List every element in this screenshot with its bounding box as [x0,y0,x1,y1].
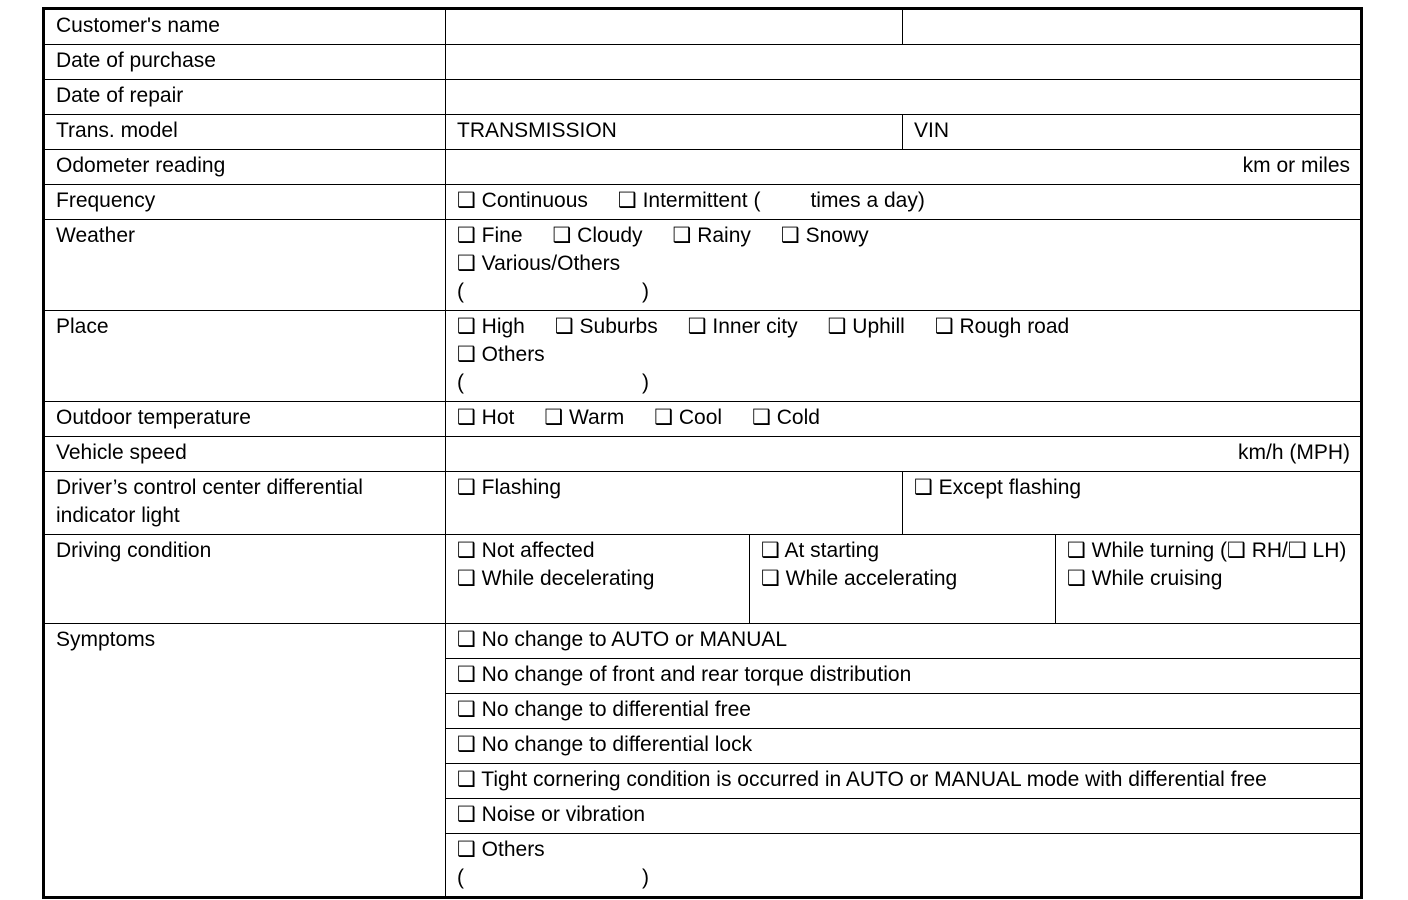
place-options [446,311,1362,402]
vin-field[interactable]: VIN [903,115,1362,150]
while-decelerating-checkbox[interactable]: ❑ While decelerating [457,567,655,590]
cloudy-checkbox[interactable]: ❑ Cloudy [552,224,643,247]
driving-condition-col-2 [750,535,1056,624]
rough-road-checkbox[interactable]: ❑ Rough road [934,315,1070,338]
inner-city-checkbox[interactable]: ❑ Inner city [687,315,798,338]
vehicle-speed-label: Vehicle speed [44,437,446,472]
row-odometer [44,150,1362,185]
flashing-checkbox[interactable]: ❑ Flashing [446,472,903,535]
odometer-field[interactable] [446,150,1362,185]
symptom-no-change-torque-distribution[interactable]: ❑ No change of front and rear torque distribution [446,659,1362,694]
outdoor-temperature-label: Outdoor temperature [44,402,446,437]
intermittent-checkbox[interactable]: ❑ Intermittent ( [617,189,761,212]
vehicle-speed-field[interactable] [446,437,1362,472]
odometer-unit: km or miles [1242,154,1350,177]
trans-model-label: Trans. model [44,115,446,150]
row-date-of-purchase [44,45,1362,80]
except-flashing-checkbox[interactable]: ❑ Except flashing [903,472,1362,535]
row-indicator-light [44,472,1362,535]
cold-checkbox[interactable]: ❑ Cold [752,406,820,429]
symptoms-close-paren: ) [642,866,649,889]
diagnostic-worksheet [42,7,1363,899]
not-affected-checkbox[interactable]: ❑ Not affected [457,539,595,562]
row-date-of-repair [44,80,1362,115]
indicator-light-label: Driver’s control center differential indicator light [44,472,446,535]
symptom-noise-vibration[interactable]: ❑ Noise or vibration [446,799,1362,834]
symptoms-open-paren: ( [457,866,464,889]
row-vehicle-speed [44,437,1362,472]
fine-checkbox[interactable]: ❑ Fine [457,224,523,247]
weather-open-paren: ( [457,280,464,303]
high-checkbox[interactable]: ❑ High [457,315,525,338]
vehicle-speed-unit: km/h (MPH) [1238,441,1350,464]
place-label: Place [44,311,446,402]
row-driving-condition [44,535,1362,624]
row-customer-name [44,9,1362,45]
row-frequency [44,185,1362,220]
weather-close-paren: ) [642,280,649,303]
weather-options [446,220,1362,311]
various-others-checkbox[interactable]: ❑ Various/Others [457,252,621,275]
row-trans-model [44,115,1362,150]
date-of-purchase-field[interactable] [446,45,1362,80]
symptom-no-change-differential-free[interactable]: ❑ No change to differential free [446,694,1362,729]
while-accelerating-checkbox[interactable]: ❑ While accelerating [761,567,958,590]
times-a-day-text: times a day) [810,189,925,212]
place-open-paren: ( [457,371,464,394]
suburbs-checkbox[interactable]: ❑ Suburbs [554,315,658,338]
date-of-repair-label: Date of repair [44,80,446,115]
row-outdoor-temperature [44,402,1362,437]
symptom-others-checkbox[interactable]: ❑ Others [457,838,545,861]
row-symptom-1 [44,624,1362,659]
row-weather [44,220,1362,311]
customer-name-field-2[interactable] [903,9,1362,45]
symptoms-label: Symptoms [44,624,446,898]
hot-checkbox[interactable]: ❑ Hot [457,406,515,429]
symptom-no-change-auto-manual[interactable]: ❑ No change to AUTO or MANUAL [446,624,1362,659]
warm-checkbox[interactable]: ❑ Warm [544,406,625,429]
customer-name-label: Customer's name [44,9,446,45]
frequency-label: Frequency [44,185,446,220]
transmission-field[interactable]: TRANSMISSION [446,115,903,150]
uphill-checkbox[interactable]: ❑ Uphill [827,315,905,338]
symptom-others-cell [446,834,1362,898]
customer-name-field-1[interactable] [446,9,903,45]
place-others-checkbox[interactable]: ❑ Others [457,343,545,366]
cool-checkbox[interactable]: ❑ Cool [654,406,723,429]
symptom-no-change-differential-lock[interactable]: ❑ No change to differential lock [446,729,1362,764]
row-place [44,311,1362,402]
rainy-checkbox[interactable]: ❑ Rainy [672,224,751,247]
place-close-paren: ) [642,371,649,394]
date-of-repair-field[interactable] [446,80,1362,115]
temperature-options [446,402,1362,437]
continuous-checkbox[interactable]: ❑ Continuous [457,189,588,212]
snowy-checkbox[interactable]: ❑ Snowy [780,224,869,247]
while-cruising-checkbox[interactable]: ❑ While cruising [1067,567,1223,590]
driving-condition-col-1 [446,535,750,624]
frequency-options [446,185,1362,220]
while-turning-checkbox[interactable]: ❑ While turning (❑ RH/❑ LH) [1067,539,1347,562]
driving-condition-label: Driving condition [44,535,446,624]
weather-label: Weather [44,220,446,311]
odometer-label: Odometer reading [44,150,446,185]
at-starting-checkbox[interactable]: ❑ At starting [761,539,880,562]
date-of-purchase-label: Date of purchase [44,45,446,80]
driving-condition-col-3 [1056,535,1362,624]
symptom-tight-cornering[interactable]: ❑ Tight cornering condition is occurred in AUTO or MANUAL mode with differential free [446,764,1362,799]
